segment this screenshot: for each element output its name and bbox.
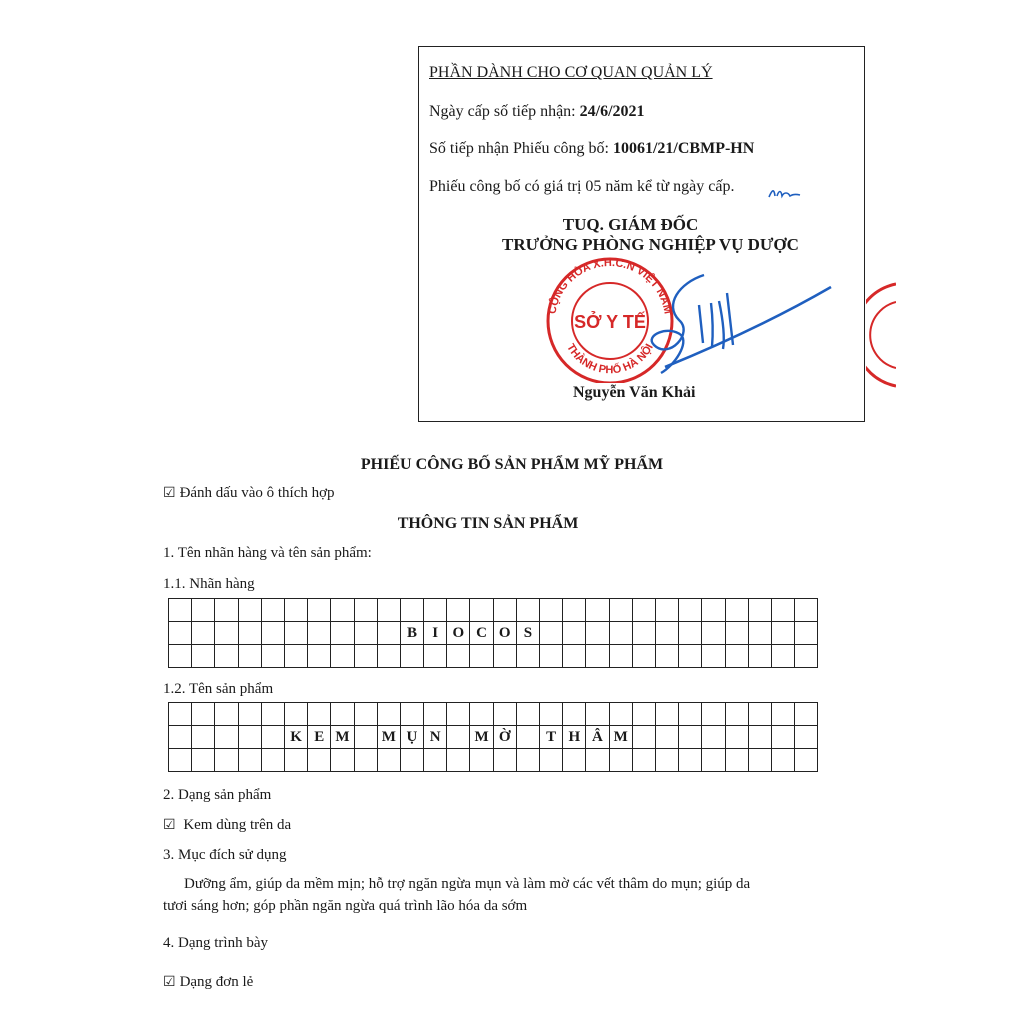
product-grid-cell <box>679 749 702 772</box>
question-2: 2. Dạng sản phẩm <box>163 787 272 803</box>
brand-grid-cell <box>609 599 632 622</box>
brand-grid-cell <box>632 599 655 622</box>
product-grid-row <box>169 749 818 772</box>
question-2-answer-text: Kem dùng trên da <box>183 817 292 833</box>
product-grid-cell: E <box>308 726 331 749</box>
brand-grid-cell <box>169 599 192 622</box>
brand-grid-cell <box>540 645 563 668</box>
brand-grid-cell <box>377 645 400 668</box>
product-grid-cell <box>331 749 354 772</box>
product-grid-cell <box>238 726 261 749</box>
brand-grid-cell <box>586 622 609 645</box>
product-grid-cell <box>725 726 748 749</box>
product-grid-cell <box>284 703 307 726</box>
brand-grid-cell <box>771 645 794 668</box>
product-grid-cell <box>748 749 771 772</box>
brand-grid-cell <box>447 599 470 622</box>
management-box <box>418 46 865 422</box>
product-grid-cell <box>308 749 331 772</box>
product-grid-cell <box>261 749 284 772</box>
product-grid-cell <box>632 703 655 726</box>
management-heading: PHẦN DÀNH CHO CƠ QUAN QUẢN LÝ <box>429 64 713 81</box>
stamp-bottom-text: THÀNH PHỐ HÀ NỘI <box>564 341 656 377</box>
brand-grid-cell <box>284 645 307 668</box>
brand-grid-cell <box>192 622 215 645</box>
brand-grid-cell <box>400 599 423 622</box>
product-grid-cell <box>354 726 377 749</box>
product-grid-row <box>169 726 818 749</box>
question-3-answer-line-1: Dưỡng ẩm, giúp da mềm mịn; hỗ trợ ngăn ngừa mụn và làm mờ các vết thâm do mụn; giúp da <box>184 876 751 892</box>
product-grid-cell <box>795 749 818 772</box>
brand-grid-cell <box>516 599 539 622</box>
product-grid-cell <box>215 726 238 749</box>
brand-grid-cell <box>284 599 307 622</box>
brand-grid-cell <box>771 599 794 622</box>
product-grid-cell <box>169 726 192 749</box>
initial-mark-icon <box>766 184 806 202</box>
brand-grid-cell <box>725 645 748 668</box>
question-1: 1. Tên nhãn hàng và tên sản phẩm: <box>163 545 372 561</box>
product-grid-row <box>169 703 818 726</box>
brand-grid-cell <box>655 622 678 645</box>
product-grid-cell <box>354 703 377 726</box>
brand-grid-row <box>169 645 818 668</box>
stamp-center-text: SỞ Y TẾ <box>574 312 646 332</box>
brand-grid-cell <box>655 599 678 622</box>
product-grid-cell <box>215 703 238 726</box>
receipt-date-line <box>429 103 645 121</box>
validity-line: Phiếu công bố có giá trị 05 năm kể từ ngày cấp. <box>429 178 735 195</box>
brand-grid-cell <box>308 645 331 668</box>
document-title: PHIẾU CÔNG BỐ SẢN PHẨM MỸ PHẨM <box>360 456 664 473</box>
question-3: 3. Mục đích sử dụng <box>163 847 287 863</box>
brand-grid-cell <box>748 599 771 622</box>
brand-grid-cell <box>424 645 447 668</box>
brand-grid-cell <box>679 622 702 645</box>
product-grid-cell <box>725 749 748 772</box>
product-grid-cell: Ụ <box>400 726 423 749</box>
section-title: THÔNG TIN SẢN PHẨM <box>397 515 579 532</box>
product-grid-cell <box>540 749 563 772</box>
product-grid-cell <box>702 726 725 749</box>
product-grid-cell <box>540 703 563 726</box>
product-grid-cell <box>632 749 655 772</box>
product-grid-cell <box>377 703 400 726</box>
product-grid-cell <box>516 726 539 749</box>
product-grid-cell <box>447 703 470 726</box>
receipt-number-line <box>429 140 754 158</box>
brand-grid-cell <box>795 599 818 622</box>
signature-icon <box>609 265 839 385</box>
product-grid-cell: M <box>470 726 493 749</box>
brand-grid-cell <box>493 599 516 622</box>
brand-grid-cell <box>795 622 818 645</box>
product-grid-cell <box>424 749 447 772</box>
brand-grid-cell <box>470 599 493 622</box>
brand-grid-cell <box>563 599 586 622</box>
brand-grid-cell <box>725 622 748 645</box>
brand-grid-cell: B <box>400 622 423 645</box>
brand-grid-cell <box>748 622 771 645</box>
product-grid-cell <box>655 726 678 749</box>
brand-grid-cell <box>215 645 238 668</box>
brand-grid-cell <box>192 645 215 668</box>
brand-grid-cell <box>308 599 331 622</box>
product-grid-cell <box>261 703 284 726</box>
checkbox-icon: ☑ <box>163 818 176 833</box>
brand-grid-cell <box>725 599 748 622</box>
product-grid-cell: Ờ <box>493 726 516 749</box>
product-grid-cell <box>331 703 354 726</box>
product-grid-cell <box>748 726 771 749</box>
brand-grid-cell: S <box>516 622 539 645</box>
brand-grid-cell <box>702 622 725 645</box>
brand-grid-cell <box>540 599 563 622</box>
brand-grid-cell <box>261 622 284 645</box>
product-grid-cell <box>377 749 400 772</box>
product-grid-cell <box>400 703 423 726</box>
brand-grid-cell <box>609 645 632 668</box>
question-2-answer <box>163 817 291 834</box>
product-grid-cell <box>679 726 702 749</box>
brand-grid-cell <box>563 622 586 645</box>
partial-stamp-icon <box>866 280 896 390</box>
brand-grid-cell <box>238 645 261 668</box>
question-4-answer <box>163 974 253 991</box>
question-1-2: 1.2. Tên sản phẩm <box>163 681 274 697</box>
brand-grid-cell <box>516 645 539 668</box>
brand-grid-cell <box>354 645 377 668</box>
product-grid-cell <box>215 749 238 772</box>
question-3-answer-line-2: tươi sáng hơn; góp phần ngăn ngừa quá trình lão hóa da sớm <box>163 898 528 914</box>
stamp-top-text: CỘNG HÒA X.H.C.N VIỆT NAM <box>546 256 674 316</box>
brand-grid-cell <box>586 599 609 622</box>
product-grid-cell <box>771 703 794 726</box>
brand-grid-cell <box>284 622 307 645</box>
product-grid-cell <box>609 749 632 772</box>
brand-grid-cell <box>771 622 794 645</box>
brand-grid-cell <box>586 645 609 668</box>
product-grid-cell <box>284 749 307 772</box>
product-grid-cell <box>400 749 423 772</box>
brand-grid-cell <box>377 622 400 645</box>
brand-grid-cell <box>308 622 331 645</box>
brand-grid-cell <box>169 645 192 668</box>
product-grid-cell: M <box>377 726 400 749</box>
product-grid-cell <box>192 726 215 749</box>
brand-grid-cell <box>331 622 354 645</box>
brand-grid-cell <box>470 645 493 668</box>
brand-grid-cell: O <box>447 622 470 645</box>
product-grid-cell <box>795 726 818 749</box>
product-grid-cell <box>169 703 192 726</box>
brand-grid-cell <box>169 622 192 645</box>
product-grid-cell <box>655 749 678 772</box>
brand-grid-cell <box>215 599 238 622</box>
brand-grid-cell <box>563 645 586 668</box>
brand-grid-cell <box>238 599 261 622</box>
product-grid-cell: H <box>563 726 586 749</box>
checkbox-icon: ☑ <box>163 975 176 990</box>
product-grid-cell <box>192 703 215 726</box>
brand-grid-row <box>169 622 818 645</box>
signatory-title-1: TUQ. GIÁM ĐỐC <box>562 215 699 234</box>
product-grid-cell <box>354 749 377 772</box>
product-grid-cell <box>702 703 725 726</box>
product-grid-cell <box>771 749 794 772</box>
question-4: 4. Dạng trình bày <box>163 935 268 951</box>
brand-grid-cell <box>377 599 400 622</box>
brand-grid-cell <box>447 645 470 668</box>
brand-grid-cell <box>261 645 284 668</box>
checkbox-icon: ☑ <box>163 486 176 501</box>
brand-grid-cell <box>655 645 678 668</box>
receipt-date-value: 24/6/2021 <box>579 103 645 120</box>
brand-grid-cell: I <box>424 622 447 645</box>
brand-grid-cell <box>748 645 771 668</box>
brand-grid-cell <box>632 645 655 668</box>
product-grid-cell: M <box>609 726 632 749</box>
brand-grid-cell <box>215 622 238 645</box>
brand-grid-cell <box>679 599 702 622</box>
question-1-1: 1.1. Nhãn hàng <box>163 576 255 592</box>
product-grid-cell <box>725 703 748 726</box>
product-grid-cell <box>563 703 586 726</box>
brand-grid-cell <box>702 645 725 668</box>
receipt-date-label: Ngày cấp số tiếp nhận: <box>429 103 580 120</box>
product-grid-cell <box>795 703 818 726</box>
brand-grid-cell <box>493 645 516 668</box>
brand-grid-cell <box>331 599 354 622</box>
product-grid-cell <box>447 749 470 772</box>
product-grid-cell <box>516 703 539 726</box>
brand-grid-cell <box>354 599 377 622</box>
product-grid-cell <box>586 703 609 726</box>
brand-grid-cell: C <box>470 622 493 645</box>
receipt-number-label: Số tiếp nhận Phiếu công bố: <box>429 140 613 157</box>
product-grid-cell <box>702 749 725 772</box>
product-grid-cell <box>308 703 331 726</box>
brand-grid-cell <box>679 645 702 668</box>
product-grid-cell <box>493 703 516 726</box>
signatory-title-2: TRƯỞNG PHÒNG NGHIỆP VỤ DƯỢC <box>502 235 799 254</box>
brand-grid-row <box>169 599 818 622</box>
product-grid-cell: Â <box>586 726 609 749</box>
receipt-number-value: 10061/21/CBMP-HN <box>612 140 755 157</box>
product-grid-cell <box>632 726 655 749</box>
brand-grid-cell <box>609 622 632 645</box>
product-grid-cell <box>470 703 493 726</box>
brand-grid-cell <box>331 645 354 668</box>
brand-grid-cell <box>192 599 215 622</box>
product-grid-cell <box>261 726 284 749</box>
question-4-answer-text: Dạng đơn lẻ <box>179 974 254 990</box>
brand-grid <box>168 598 818 668</box>
product-grid-cell <box>748 703 771 726</box>
product-name-grid <box>168 702 818 772</box>
product-grid-cell <box>470 749 493 772</box>
product-grid-cell <box>563 749 586 772</box>
product-grid-cell <box>655 703 678 726</box>
product-grid-cell: T <box>540 726 563 749</box>
product-grid-cell: N <box>424 726 447 749</box>
check-note-text: Đánh dấu vào ô thích hợp <box>179 485 335 501</box>
brand-grid-cell <box>354 622 377 645</box>
brand-grid-cell <box>632 622 655 645</box>
product-grid-cell <box>447 726 470 749</box>
brand-grid-cell: O <box>493 622 516 645</box>
product-grid-cell <box>424 703 447 726</box>
signer-name: Nguyễn Văn Khải <box>573 384 696 401</box>
brand-grid-cell <box>540 622 563 645</box>
product-grid-cell <box>238 703 261 726</box>
product-grid-cell <box>192 749 215 772</box>
brand-grid-cell <box>702 599 725 622</box>
product-grid-cell <box>771 726 794 749</box>
brand-grid-cell <box>795 645 818 668</box>
product-grid-cell <box>586 749 609 772</box>
brand-grid-cell <box>261 599 284 622</box>
product-grid-cell <box>609 703 632 726</box>
product-grid-cell <box>679 703 702 726</box>
brand-grid-cell <box>238 622 261 645</box>
check-note <box>163 485 335 502</box>
product-grid-cell <box>238 749 261 772</box>
product-grid-cell: K <box>284 726 307 749</box>
brand-grid-cell <box>400 645 423 668</box>
product-grid-cell <box>516 749 539 772</box>
product-grid-cell <box>493 749 516 772</box>
product-grid-cell <box>169 749 192 772</box>
product-grid-cell: M <box>331 726 354 749</box>
brand-grid-cell <box>424 599 447 622</box>
